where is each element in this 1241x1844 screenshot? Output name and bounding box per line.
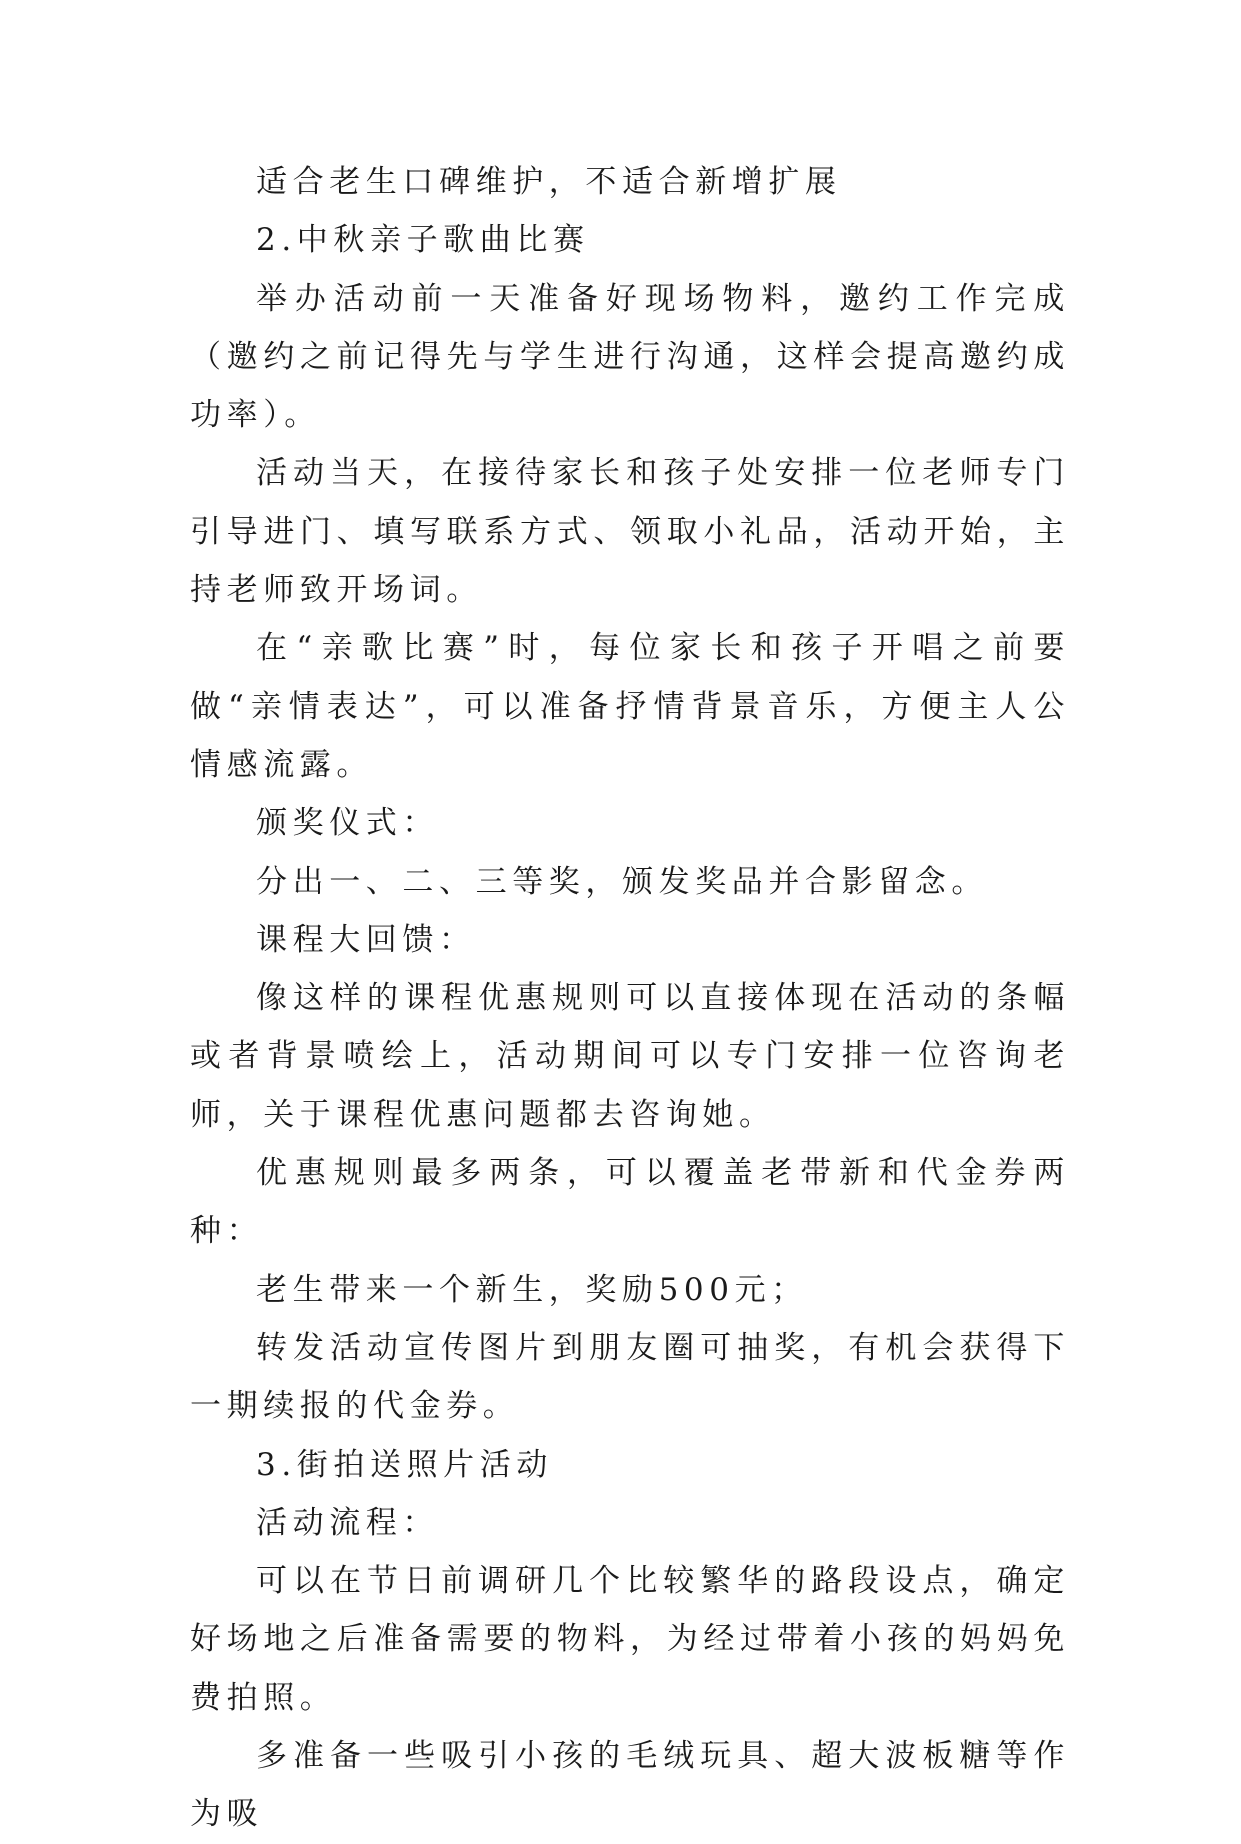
paragraph: 多准备一些吸引小孩的毛绒玩具、超大波板糖等作为吸 (190, 1738, 1070, 1833)
paragraph: 课程大回馈： (256, 921, 476, 958)
paragraph: 转发活动宣传图片到朋友圈可抽奖，有机会获得下一期续报的代金券。 (190, 1329, 1070, 1425)
section-heading: 3.街拍送照片活动 (256, 1446, 553, 1483)
paragraph: 优惠规则最多两条，可以覆盖老带新和代金券两种： (190, 1155, 1070, 1250)
paragraph: 老生带来一个新生，奖励500元； (256, 1271, 808, 1308)
paragraph: 像这样的课程优惠规则可以直接体现在活动的条幅或者背景喷绘上，活动期间可以专门安排一位咨询老师，关于课程优惠问题都去咨询她。 (190, 980, 1070, 1133)
paragraph: 活动当天，在接待家长和孩子处安排一位老师专门引导进门、填写联系方式、领取小礼品，活动开始，主持老师致开场词。 (190, 455, 1070, 609)
paragraph: 颁奖仪式： (256, 805, 439, 842)
section-heading: 2.中秋亲子歌曲比赛 (256, 222, 590, 259)
paragraph: 在“亲歌比赛”时，每位家长和孩子开唱之前要做“亲情表达”，可以准备抒情背景音乐，方便主人公情感流露。 (190, 630, 1070, 783)
document-body (190, 153, 1070, 1844)
paragraph: 活动流程： (256, 1504, 439, 1541)
paragraph: 适合老生口碑维护，不适合新增扩展 (256, 164, 842, 200)
paragraph: 可以在节日前调研几个比较繁华的路段设点，确定好场地之后准备需要的物料，为经过带着小孩的妈妈免费拍照。 (190, 1563, 1070, 1716)
paragraph: 分出一、二、三等奖，颁发奖品并合影留念。 (256, 863, 988, 900)
paragraph: 举办活动前一天准备好现场物料，邀约工作完成（邀约之前记得先与学生进行沟通，这样会提高邀约成功率）。 (190, 280, 1070, 434)
